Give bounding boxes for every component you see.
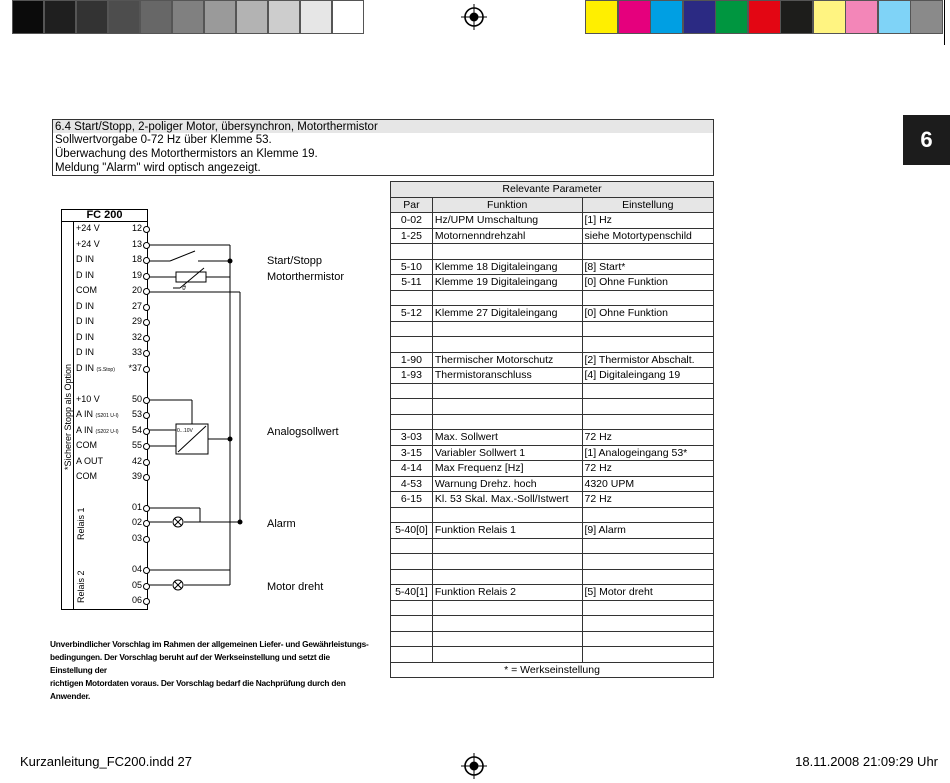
terminal-label xyxy=(76,254,94,264)
param-number xyxy=(391,244,433,260)
table-row xyxy=(391,383,714,399)
table-row xyxy=(391,492,714,508)
param-setting: 72 Hz xyxy=(582,492,714,508)
param-function: Klemme 19 Digitaleingang xyxy=(432,275,582,291)
table-row xyxy=(391,321,714,337)
param-setting xyxy=(582,507,714,523)
footer-filename: Kurzanleitung_FC200.indd 27 xyxy=(20,754,193,769)
label-analog-setpoint: Analogsollwert xyxy=(267,426,339,438)
gray-swatch xyxy=(268,0,300,34)
terminal-label xyxy=(76,301,94,311)
param-setting xyxy=(582,631,714,647)
gray-swatch xyxy=(300,0,332,34)
color-swatch xyxy=(748,0,781,34)
table-row xyxy=(391,585,714,601)
color-swatch xyxy=(650,0,683,34)
terminal-number: 39 xyxy=(131,471,142,481)
param-number: 5-40[0] xyxy=(391,523,433,539)
terminal-number: 33 xyxy=(131,347,142,357)
color-swatch xyxy=(845,0,878,34)
relay1-label: Relais 1 xyxy=(76,507,86,540)
table-row xyxy=(391,259,714,275)
terminal-number: 13 xyxy=(131,239,142,249)
table-row xyxy=(391,461,714,477)
terminal-name: A IN xyxy=(76,425,94,435)
terminal-name: A OUT xyxy=(76,456,104,466)
terminal-name: D IN xyxy=(76,270,94,280)
param-setting: 72 Hz xyxy=(582,461,714,477)
terminal-number: 54 xyxy=(131,425,142,435)
registration-mark-icon xyxy=(461,753,487,779)
param-function: Motornenndrehzahl xyxy=(432,228,582,244)
table-footnote: * = Werkseinstellung xyxy=(391,662,714,678)
param-function xyxy=(432,647,582,663)
param-function xyxy=(432,337,582,353)
diagram-title: FC 200 xyxy=(61,209,148,222)
terminal-sub: (S201 U-I) xyxy=(95,413,119,419)
param-setting: [0] Ohne Funktion xyxy=(582,306,714,322)
terminal-number: 55 xyxy=(131,440,142,450)
table-caption: Relevante Parameter xyxy=(391,182,714,198)
param-function: Klemme 27 Digitaleingang xyxy=(432,306,582,322)
param-number: 5-40[1] xyxy=(391,585,433,601)
terminal-number: 12 xyxy=(131,223,142,233)
param-number: 5-12 xyxy=(391,306,433,322)
param-function: Hz/UPM Umschaltung xyxy=(432,213,582,229)
table-row xyxy=(391,647,714,663)
param-number: 4-53 xyxy=(391,476,433,492)
param-number xyxy=(391,290,433,306)
terminal-number: 20 xyxy=(131,285,142,295)
param-setting xyxy=(582,554,714,570)
terminal-label xyxy=(76,347,94,357)
param-function xyxy=(432,507,582,523)
param-setting: [1] Analogeingang 53* xyxy=(582,445,714,461)
note-line: Unverbindlicher Vorschlag im Rahmen der allgemeinen Liefer- und Gewährleistungs- xyxy=(50,639,369,649)
table-row xyxy=(391,507,714,523)
param-number xyxy=(391,600,433,616)
footer-timestamp: 18.11.2008 21:09:29 Uhr xyxy=(795,754,938,769)
param-function xyxy=(432,631,582,647)
gray-swatch xyxy=(108,0,140,34)
terminal-label xyxy=(76,223,100,233)
header-line: Sollwertvorgabe 0-72 Hz über Klemme 53. xyxy=(55,134,272,146)
terminal-name: +24 V xyxy=(76,239,100,249)
param-function: Thermischer Motorschutz xyxy=(432,352,582,368)
table-row xyxy=(391,352,714,368)
param-setting xyxy=(582,414,714,430)
param-function: Warnung Drehz. hoch xyxy=(432,476,582,492)
param-function xyxy=(432,399,582,415)
param-setting: [0] Ohne Funktion xyxy=(582,275,714,291)
param-number xyxy=(391,631,433,647)
param-function xyxy=(432,290,582,306)
table-row xyxy=(391,275,714,291)
section-title: 6.4 Start/Stopp, 2-poliger Motor, übersynchron, Motorthermistor xyxy=(53,120,713,133)
terminal-label xyxy=(76,409,119,419)
terminal-name: +10 V xyxy=(76,394,100,404)
terminal-number: 29 xyxy=(131,316,142,326)
param-setting xyxy=(582,600,714,616)
param-number: 3-03 xyxy=(391,430,433,446)
param-number: 1-93 xyxy=(391,368,433,384)
terminal-name: COM xyxy=(76,471,97,481)
param-setting: [9] Alarm xyxy=(582,523,714,539)
param-setting: 72 Hz xyxy=(582,430,714,446)
param-setting: [5] Motor dreht xyxy=(582,585,714,601)
terminal-name: D IN xyxy=(76,254,94,264)
color-swatch xyxy=(683,0,716,34)
safe-stop-label: *Sicherer Stopp als Option xyxy=(63,363,73,470)
param-number xyxy=(391,538,433,554)
gray-swatch xyxy=(236,0,268,34)
table-row xyxy=(391,554,714,570)
relay-terminal-number: 01 xyxy=(131,502,142,512)
terminal-label xyxy=(76,270,94,280)
table-row xyxy=(391,631,714,647)
terminal-label xyxy=(76,456,103,466)
terminal-label xyxy=(76,316,94,326)
param-number xyxy=(391,569,433,585)
param-number: 1-25 xyxy=(391,228,433,244)
terminal-label xyxy=(76,285,97,295)
gray-swatch xyxy=(204,0,236,34)
param-setting xyxy=(582,383,714,399)
param-function xyxy=(432,383,582,399)
table-row xyxy=(391,476,714,492)
terminal-sub: (S.Stop) xyxy=(96,367,115,373)
terminal-name: D IN xyxy=(76,316,94,326)
table-row xyxy=(391,538,714,554)
param-setting xyxy=(582,399,714,415)
param-number xyxy=(391,383,433,399)
param-setting xyxy=(582,290,714,306)
color-swatch xyxy=(618,0,651,34)
terminal-name: D IN xyxy=(76,301,94,311)
param-function xyxy=(432,538,582,554)
param-setting xyxy=(582,321,714,337)
table-row xyxy=(391,569,714,585)
param-function: Max Frequenz [Hz] xyxy=(432,461,582,477)
terminal-number: 42 xyxy=(131,456,142,466)
terminal-label xyxy=(76,332,94,342)
param-setting: siehe Motortypenschild xyxy=(582,228,714,244)
terminal-name: COM xyxy=(76,440,97,450)
param-number xyxy=(391,616,433,632)
terminal-number: 32 xyxy=(131,332,142,342)
param-function: Kl. 53 Skal. Max.-Soll/Istwert xyxy=(432,492,582,508)
table-row xyxy=(391,600,714,616)
header-line: Meldung "Alarm" wird optisch angezeigt. xyxy=(55,162,261,174)
terminal-label xyxy=(76,363,115,373)
relay-terminal-number: 02 xyxy=(131,517,142,527)
gray-swatch xyxy=(140,0,172,34)
terminal-name: D IN xyxy=(76,363,94,373)
label-alarm: Alarm xyxy=(267,518,296,530)
param-number xyxy=(391,647,433,663)
block-divider xyxy=(73,222,74,610)
param-setting xyxy=(582,647,714,663)
thermistor-symbol: ϑ xyxy=(182,285,186,292)
param-function: Funktion Relais 2 xyxy=(432,585,582,601)
relay-terminal-number: 03 xyxy=(131,533,142,543)
param-function: Max. Sollwert xyxy=(432,430,582,446)
terminal-name: +24 V xyxy=(76,223,100,233)
param-setting: 4320 UPM xyxy=(582,476,714,492)
label-motor-thermistor: Motorthermistor xyxy=(267,271,345,283)
terminal-label xyxy=(76,425,119,435)
param-number: 0-02 xyxy=(391,213,433,229)
color-swatch xyxy=(780,0,813,34)
param-function: Funktion Relais 1 xyxy=(432,523,582,539)
terminal-number: 18 xyxy=(131,254,142,264)
terminal-name: D IN xyxy=(76,332,94,342)
color-swatch xyxy=(715,0,748,34)
terminal-label xyxy=(76,394,100,404)
param-function xyxy=(432,554,582,570)
note-line: bedingungen. Der Vorschlag beruht auf der Werkseinstellung und setzt die Einstellung der xyxy=(50,652,330,675)
param-function xyxy=(432,414,582,430)
param-number xyxy=(391,399,433,415)
color-swatch xyxy=(585,0,618,34)
section-header-box xyxy=(52,119,714,176)
relay2-label: Relais 2 xyxy=(76,570,86,603)
param-function: Thermistoranschluss xyxy=(432,368,582,384)
pot-label: 0...10V xyxy=(177,428,193,434)
gray-swatch xyxy=(172,0,204,34)
color-swatch xyxy=(910,0,943,34)
crop-mark xyxy=(944,0,945,45)
terminal-label xyxy=(76,440,97,450)
label-start-stop: Start/Stopp xyxy=(267,255,323,267)
table-row xyxy=(391,523,714,539)
table-row xyxy=(391,306,714,322)
param-number: 5-10 xyxy=(391,259,433,275)
gray-swatch xyxy=(76,0,108,34)
param-function xyxy=(432,569,582,585)
terminal-label xyxy=(76,471,97,481)
table-row xyxy=(391,337,714,353)
column-header: Einstellung xyxy=(582,197,714,213)
terminal-sub: (S202 U-I) xyxy=(95,429,119,435)
gray-swatch xyxy=(44,0,76,34)
param-number xyxy=(391,507,433,523)
relay-terminal-number: 04 xyxy=(131,564,142,574)
gray-swatch xyxy=(12,0,44,34)
param-number: 1-90 xyxy=(391,352,433,368)
note-line: richtigen Motordaten voraus. Der Vorschlag bedarf die Nachprüfung durch den Anwender. xyxy=(50,678,346,701)
terminal-name: D IN xyxy=(76,347,94,357)
column-header: Funktion xyxy=(432,197,582,213)
disclaimer-note xyxy=(50,638,370,703)
param-function: Variabler Sollwert 1 xyxy=(432,445,582,461)
table-row xyxy=(391,368,714,384)
table-row xyxy=(391,445,714,461)
table-row xyxy=(391,430,714,446)
param-number xyxy=(391,414,433,430)
param-function xyxy=(432,244,582,260)
color-swatch xyxy=(878,0,911,34)
param-number xyxy=(391,321,433,337)
wiring-diagram xyxy=(140,220,260,615)
param-setting: [4] Digitaleingang 19 xyxy=(582,368,714,384)
registration-mark-icon xyxy=(461,4,487,30)
column-header: Par xyxy=(391,197,433,213)
terminal-name: COM xyxy=(76,285,97,295)
chapter-tab: 6 xyxy=(903,115,950,165)
param-setting xyxy=(582,569,714,585)
terminal-name: A IN xyxy=(76,409,94,419)
table-row xyxy=(391,414,714,430)
terminal-number: *37 xyxy=(128,363,142,373)
terminal-number: 50 xyxy=(131,394,142,404)
header-line: Überwachung des Motorthermistors an Klemme 19. xyxy=(55,148,318,160)
terminal-label xyxy=(76,239,100,249)
terminal-number: 27 xyxy=(131,301,142,311)
parameter-table xyxy=(390,181,714,678)
param-setting: [1] Hz xyxy=(582,213,714,229)
color-swatch xyxy=(813,0,846,34)
param-number xyxy=(391,554,433,570)
param-number: 5-11 xyxy=(391,275,433,291)
param-setting: [8] Start* xyxy=(582,259,714,275)
label-motor-running: Motor dreht xyxy=(267,581,324,593)
param-number: 6-15 xyxy=(391,492,433,508)
param-number: 4-14 xyxy=(391,461,433,477)
terminal-number: 19 xyxy=(131,270,142,280)
table-row xyxy=(391,228,714,244)
param-setting: [2] Thermistor Abschalt. xyxy=(582,352,714,368)
table-row xyxy=(391,213,714,229)
table-row xyxy=(391,244,714,260)
relay-terminal-number: 06 xyxy=(131,595,142,605)
table-row xyxy=(391,616,714,632)
param-function: Klemme 18 Digitaleingang xyxy=(432,259,582,275)
relay-terminal-number: 05 xyxy=(131,580,142,590)
param-number: 3-15 xyxy=(391,445,433,461)
table-row xyxy=(391,399,714,415)
param-setting xyxy=(582,337,714,353)
param-function xyxy=(432,600,582,616)
param-setting xyxy=(582,616,714,632)
terminal-number: 53 xyxy=(131,409,142,419)
gray-swatch xyxy=(332,0,364,34)
param-function xyxy=(432,321,582,337)
table-row xyxy=(391,290,714,306)
param-setting xyxy=(582,244,714,260)
param-setting xyxy=(582,538,714,554)
param-number xyxy=(391,337,433,353)
param-function xyxy=(432,616,582,632)
